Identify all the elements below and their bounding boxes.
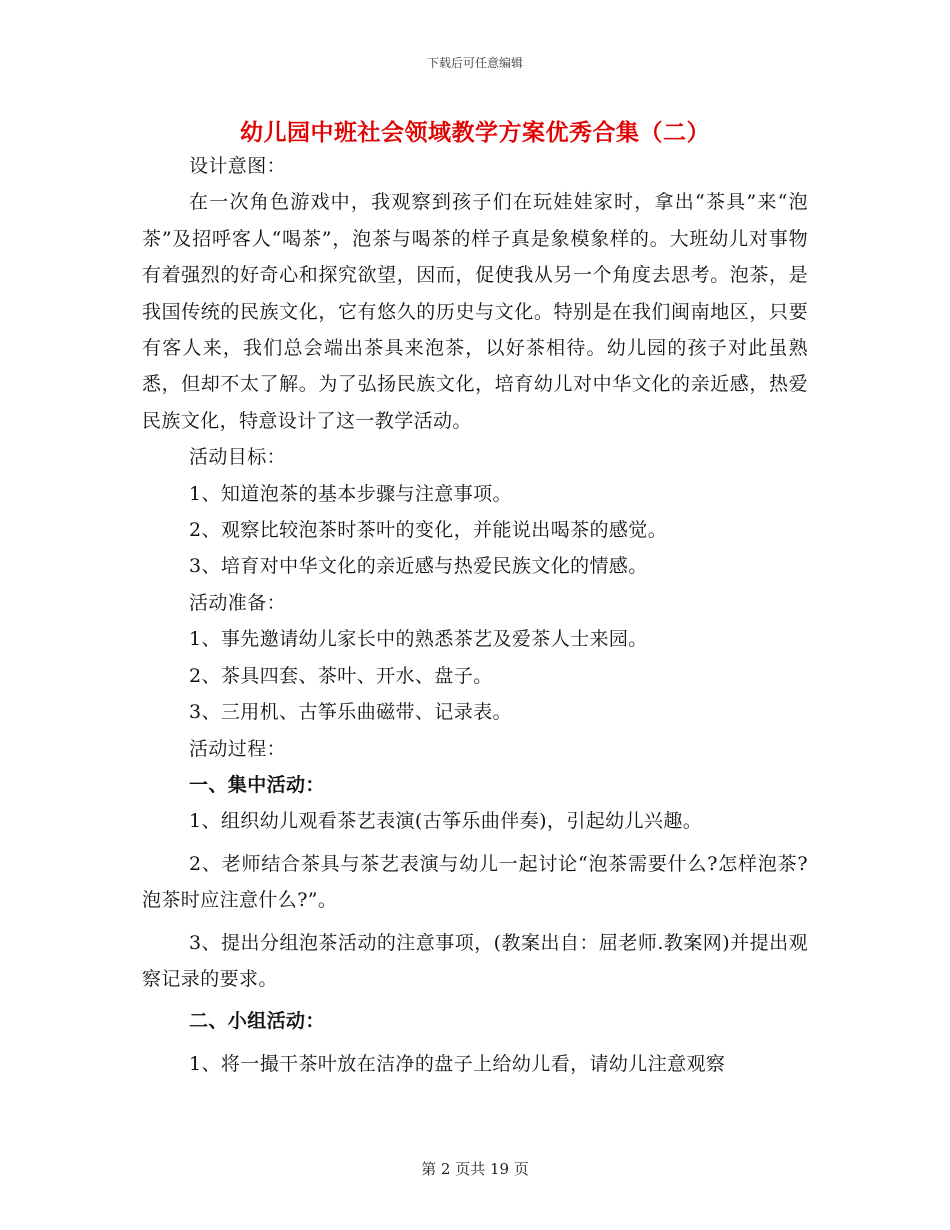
objective-item-2: 2、观察比较泡茶时茶叶的变化，并能说出喝茶的感觉。 [189, 519, 668, 542]
section-heading-objectives: 活动目标： [189, 446, 287, 469]
subsection-heading-group-activity: 一、集中活动： [189, 773, 325, 796]
process-item-1: 1、组织幼儿观看茶艺表演(古筝乐曲伴奏)，引起幼儿兴趣。 [189, 810, 703, 833]
page-footer: 第 2 页共 19 页 [421, 1160, 529, 1178]
page-header: 下载后可任意编辑 [426, 56, 523, 70]
document-title: 幼儿园中班社会领域教学方案优秀合集（二） [240, 119, 710, 146]
preparation-item-3: 3、三用机、古筝乐曲磁带、记录表。 [189, 701, 512, 724]
section-heading-preparation: 活动准备： [189, 591, 287, 614]
subsection-heading-small-group: 二、小组活动： [189, 1010, 325, 1033]
section-heading-process: 活动过程： [189, 737, 287, 760]
process-item-2: 2、老师结合茶具与茶艺表演与幼儿一起讨论“泡茶需要什么?怎样泡茶?泡茶时应注意什么?”。 [142, 852, 808, 912]
design-intent-paragraph: 在一次角色游戏中，我观察到孩子们在玩娃娃家时，拿出“茶具”来“泡茶”及招呼客人“喝茶”，泡茶与喝茶的样子真是象模象样的。大班幼儿对事物有着强烈的好奇心和探究欲望，因而，促使我从另一个角度去思考。泡茶，是我国传统的民族文化，它有悠久的历史与文化。特别是在我们闽南地区，只要有客人来，我们总会端出茶具来泡茶，以好茶相待。幼儿园的孩子对此虽熟悉，但却不太了解。为了弘扬民族文化，培育幼儿对中华文化的亲近感，热爱民族文化，特意设计了这一教学活动。 [142, 191, 808, 432]
small-group-item-1: 1、将一撮干茶叶放在洁净的盘子上给幼儿看，请幼儿注意观察 [189, 1052, 726, 1075]
objective-item-1: 1、知道泡茶的基本步骤与注意事项。 [189, 482, 512, 505]
document-body [142, 148, 808, 1082]
preparation-item-2: 2、茶具四套、茶叶、开水、盘子。 [189, 664, 493, 687]
preparation-item-1: 1、事先邀请幼儿家长中的熟悉茶艺及爱茶人士来园。 [189, 628, 648, 651]
process-item-3: 3、提出分组泡茶活动的注意事项，(教案出自：屈老师.教案网)并提出观察记录的要求。 [142, 931, 808, 990]
section-heading-design-intent: 设计意图： [189, 155, 287, 177]
objective-item-3: 3、培育对中华文化的亲近感与热爱民族文化的情感。 [189, 555, 648, 578]
